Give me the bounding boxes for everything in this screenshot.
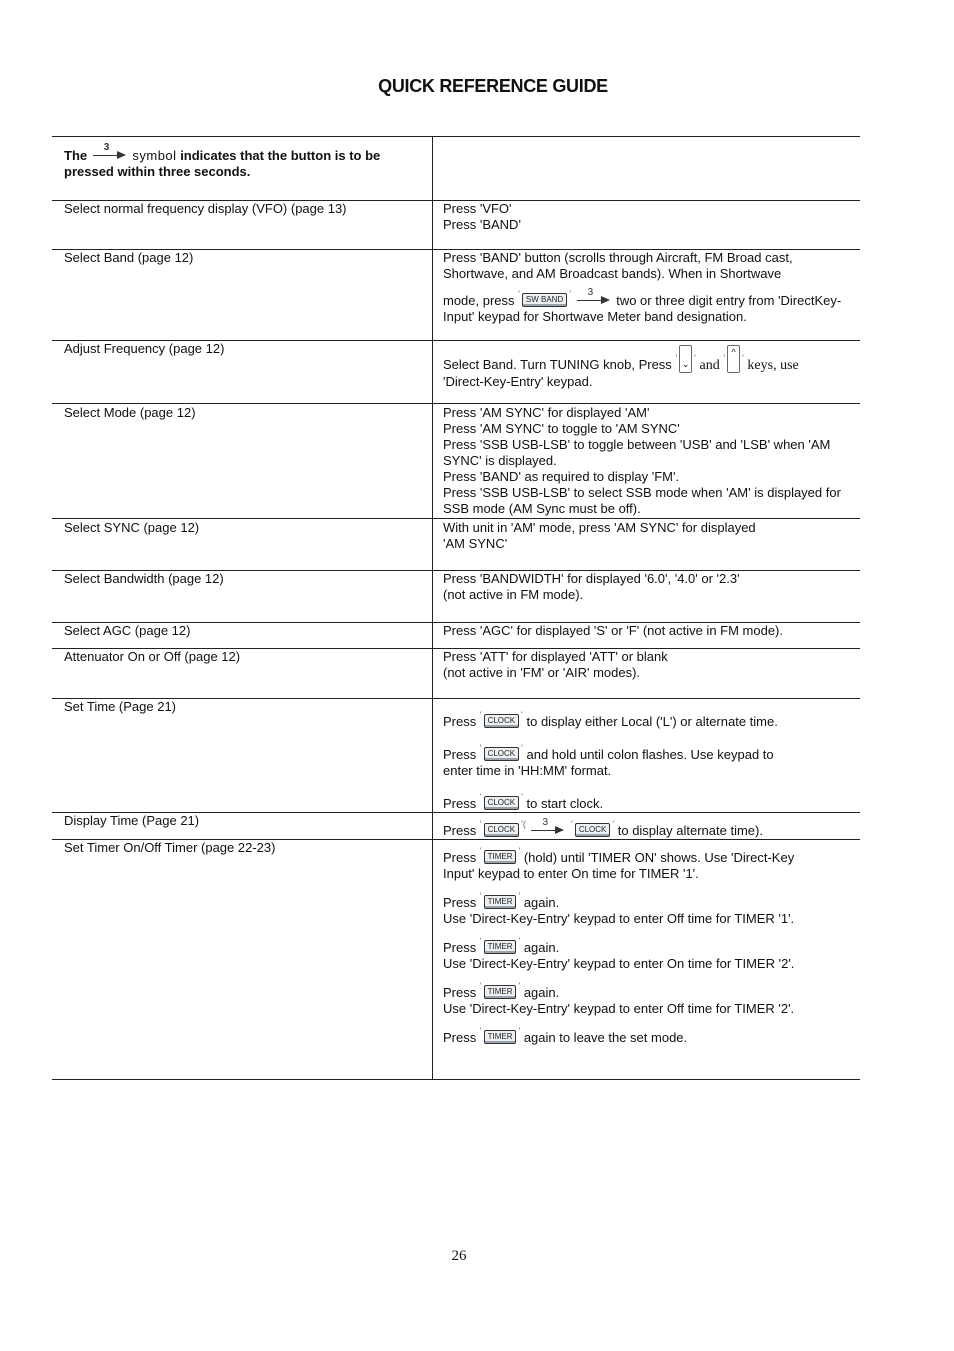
row-instructions: With unit in 'AM' mode, press 'AM SYNC' for displayed 'AM SYNC' — [433, 519, 861, 571]
page-title: QUICK REFERENCE GUIDE — [378, 76, 608, 96]
row-instructions: Press 'BAND' button (scrolls through Aircraft, FM Broad cast, Shortwave, and AM Broadcast bands). When in Shortwave mode, press 'SW BAND' 3 two or three digit entry from 'DirectKey-Input' keypad for Shortwave Meter band designation. — [433, 250, 861, 341]
three-second-arrow-icon: 3 — [577, 292, 611, 306]
page-number: 26 — [451, 1248, 467, 1264]
row-instructions: Press 'AGC' for displayed 'S' or 'F' (not active in FM mode). — [433, 623, 861, 649]
table-row — [52, 341, 860, 404]
timer-key-icon: TIMER — [484, 895, 517, 909]
intro-cell — [52, 137, 433, 201]
row-instructions: Press 'BANDWIDTH' for displayed '6.0', '4.0' or '2.3' (not active in FM mode). — [433, 571, 861, 623]
row-label: Set Time (Page 21) — [52, 699, 433, 813]
timer-key-icon: TIMER — [484, 940, 517, 954]
row-instructions: Press 'ATT' for displayed 'ATT' or blank (not active in 'FM' or 'AIR' modes). — [433, 649, 861, 699]
three-second-arrow-icon: 3 — [93, 147, 127, 161]
row-label: Attenuator On or Off (page 12) — [52, 649, 433, 699]
timer-key-icon: TIMER — [484, 985, 517, 999]
row-label: Select Band (page 12) — [52, 250, 433, 341]
intro-suffix: indicates that the button is to be pressed within three seconds. — [64, 148, 381, 179]
row-label: Adjust Frequency (page 12) — [52, 341, 433, 404]
row-instructions: Press 'CLOCK' to display either Local ('L') or alternate time. Press 'CLOCK' and hold until colon flashes. Use keypad to enter time in 'HH:MM' format. Press 'CLOCK' to start clock. — [433, 699, 861, 813]
row-label: Display Time (Page 21) — [52, 813, 433, 840]
sw-band-key-icon: SW BAND — [522, 293, 567, 307]
table-row — [52, 250, 860, 341]
row-label: Set Timer On/Off Timer (page 22-23) — [52, 840, 433, 1080]
table-row — [52, 571, 860, 623]
intro-prefix: The — [64, 148, 88, 163]
row-label: Select Mode (page 12) — [52, 404, 433, 519]
quick-reference-table — [52, 136, 860, 1080]
row-instructions: Press 'VFO' Press 'BAND' — [433, 201, 861, 250]
table-row — [52, 699, 860, 813]
clock-key-icon: CLOCK — [484, 714, 520, 728]
three-second-arrow-icon: 3 — [531, 822, 565, 836]
table-row — [52, 404, 860, 519]
up-key-icon: ^ — [727, 345, 740, 373]
table-row — [52, 137, 860, 201]
down-key-icon: ⌄ — [679, 345, 692, 373]
intro-empty-cell — [433, 137, 861, 201]
row-label: Select SYNC (page 12) — [52, 519, 433, 571]
row-instructions: Press 'TIMER' (hold) until 'TIMER ON' shows. Use 'Direct-Key Input' keypad to enter On time for TIMER '1'. Press 'TIMER' again. Use 'Direct-Key-Entry' keypad to enter Off time for TIMER '1'. Press 'TIMER' again. Use 'Direct-Key-Entry' keypad to enter On time for TIMER '2'. Press 'TIMER' again. Use 'Direct-Key-Entry' keypad to enter Off time for TIMER '2'. Press 'TIMER' again to leave the set mode. — [433, 840, 861, 1080]
row-instructions: Select Band. Turn TUNING knob, Press ' ⌄ ' and ' ^ ' keys, use 'Direct-Key-Entry' keypad. — [433, 341, 861, 404]
row-instructions: Press 'CLOCK'( 3 'CLOCK' to display alternate time). — [433, 813, 861, 840]
intro-symbol-word: symbol — [132, 148, 177, 163]
clock-key-icon: CLOCK — [484, 747, 520, 761]
row-instructions: Press 'AM SYNC' for displayed 'AM' Press 'AM SYNC' to toggle to 'AM SYNC' Press 'SSB USB-LSB' to toggle between 'USB' and 'LSB' when 'AM SYNC' is displayed. Press 'BAND' as required to display 'FM'. Press 'SSB USB-LSB' to select SSB mode when 'AM' is displayed for SSB mode (AM Sync must be off). — [433, 404, 861, 519]
clock-key-icon: CLOCK — [484, 823, 520, 837]
timer-key-icon: TIMER — [484, 850, 517, 864]
table-row — [52, 813, 860, 840]
timer-key-icon: TIMER — [484, 1030, 517, 1044]
row-label: Select AGC (page 12) — [52, 623, 433, 649]
table-row — [52, 201, 860, 250]
row-label: Select Bandwidth (page 12) — [52, 571, 433, 623]
table-row — [52, 649, 860, 699]
row-label: Select normal frequency display (VFO) (page 13) — [52, 201, 433, 250]
table-row — [52, 840, 860, 1080]
table-row — [52, 519, 860, 571]
clock-key-icon: CLOCK — [575, 823, 611, 837]
clock-key-icon: CLOCK — [484, 796, 520, 810]
table-row — [52, 623, 860, 649]
